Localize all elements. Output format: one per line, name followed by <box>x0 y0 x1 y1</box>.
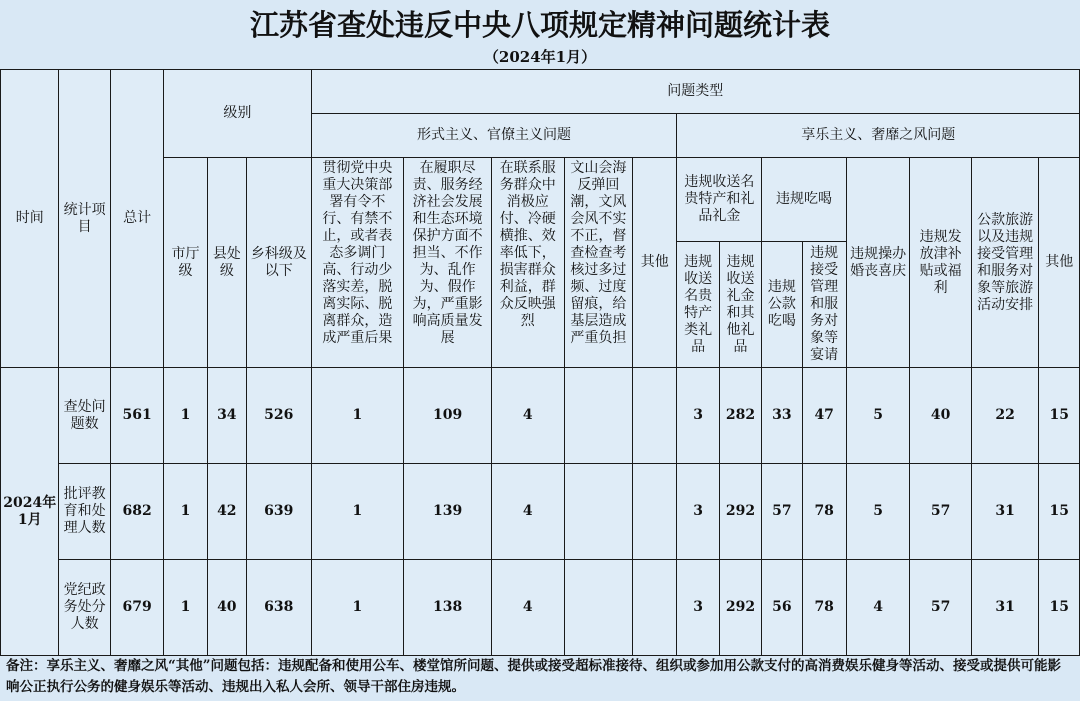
cell-county: 34 <box>207 368 246 464</box>
cell-eat-public-funds: 56 <box>762 560 802 656</box>
cell-hedonism-other: 15 <box>1039 368 1080 464</box>
table-row <box>1 560 1080 656</box>
cell-formalism-service: 4 <box>491 560 564 656</box>
row-label: 党纪政务处分人数 <box>59 560 110 656</box>
page-title: 江苏省查处违反中央八项规定精神问题统计表 <box>249 8 830 42</box>
header-hedonism: 享乐主义、奢靡之风问题 <box>677 114 1080 158</box>
header-level: 级别 <box>164 70 311 158</box>
cell-formalism-service: 4 <box>491 464 564 560</box>
cell-formalism-decision: 1 <box>311 368 404 464</box>
header-level-township: 乡科级及以下 <box>246 158 311 368</box>
header-gift-specialty: 违规收送名贵特产类礼品 <box>677 242 719 368</box>
cell-total: 679 <box>110 560 163 656</box>
cell-subsidy: 40 <box>910 368 972 464</box>
table-row <box>1 368 1080 464</box>
page-subtitle: （2024年1月） <box>483 48 597 66</box>
header-formalism-meetings: 文山会海反弹回潮，文风会风不实不正，督查检查考核过多过频、过度留痕，给基层造成严重负担 <box>564 158 633 368</box>
cell-formalism-decision: 1 <box>311 464 404 560</box>
header-hedonism-other: 其他 <box>1039 158 1080 368</box>
cell-subsidy: 57 <box>910 464 972 560</box>
cell-eat-banquet: 78 <box>802 464 846 560</box>
header-public-travel: 公款旅游以及违规接受管理和服务对象等旅游活动安排 <box>971 158 1039 368</box>
cell-eat-banquet: 78 <box>802 560 846 656</box>
row-label: 查处问题数 <box>59 368 110 464</box>
cell-total: 682 <box>110 464 163 560</box>
cell-formalism-duty: 138 <box>404 560 492 656</box>
header-subsidy: 违规发放津补贴或福利 <box>910 158 972 368</box>
cell-county: 40 <box>207 560 246 656</box>
cell-formalism-meetings <box>564 560 633 656</box>
header-wedding-funeral: 违规操办婚丧喜庆 <box>846 158 910 368</box>
statistics-table <box>0 69 1080 656</box>
cell-wedding-funeral: 5 <box>846 464 910 560</box>
cell-township: 526 <box>246 368 311 464</box>
cell-public-travel: 31 <box>971 560 1039 656</box>
header-gift-cash: 违规收送礼金和其他礼品 <box>719 242 761 368</box>
header-formalism-service: 在联系服务群众中消极应付、冷硬横推、效率低下，损害群众利益，群众反映强烈 <box>491 158 564 368</box>
cell-gift-specialty: 3 <box>677 560 719 656</box>
cell-formalism-duty: 139 <box>404 464 492 560</box>
header-time: 时间 <box>1 70 59 368</box>
cell-hedonism-other: 15 <box>1039 464 1080 560</box>
header-stat-item: 统计项目 <box>59 70 110 368</box>
header-level-county: 县处级 <box>207 158 246 368</box>
cell-wedding-funeral: 4 <box>846 560 910 656</box>
cell-formalism-other <box>633 464 677 560</box>
table-row <box>1 464 1080 560</box>
header-formalism-decision: 贯彻党中央重大决策部署有令不行、有禁不止，或者表态多调门高、行动少落实差，脱离实际、脱离群众，造成严重后果 <box>311 158 404 368</box>
cell-gift-specialty: 3 <box>677 464 719 560</box>
header-gifts-group: 违规收送名贵特产和礼品礼金 <box>677 158 762 242</box>
cell-formalism-service: 4 <box>491 368 564 464</box>
header-formalism-other: 其他 <box>633 158 677 368</box>
header-eat-banquet: 违规接受管理和服务对象等宴请 <box>802 242 846 368</box>
cell-city: 1 <box>164 464 207 560</box>
cell-hedonism-other: 15 <box>1039 560 1080 656</box>
cell-eat-banquet: 47 <box>802 368 846 464</box>
cell-formalism-meetings <box>564 368 633 464</box>
cell-formalism-decision: 1 <box>311 560 404 656</box>
header-formalism: 形式主义、官僚主义问题 <box>311 114 677 158</box>
cell-formalism-other <box>633 368 677 464</box>
cell-city: 1 <box>164 560 207 656</box>
cell-gift-cash: 292 <box>719 464 761 560</box>
cell-city: 1 <box>164 368 207 464</box>
cell-eat-public-funds: 33 <box>762 368 802 464</box>
cell-formalism-other <box>633 560 677 656</box>
header-eat-public-funds: 违规公款吃喝 <box>762 242 802 368</box>
cell-gift-cash: 292 <box>719 560 761 656</box>
footnote: 备注：享乐主义、奢靡之风“其他”问题包括：违规配备和使用公车、楼堂馆所问题、提供或接受超标准接待、组织或参加用公款支付的高消费娱乐健身等活动、接受或提供可能影响公正执行公务的健身娱乐等活动、违规出入私人会所、领导干部住房违规。 <box>6 658 1062 695</box>
cell-subsidy: 57 <box>910 560 972 656</box>
cell-public-travel: 31 <box>971 464 1039 560</box>
cell-formalism-meetings <box>564 464 633 560</box>
cell-formalism-duty: 109 <box>404 368 492 464</box>
cell-township: 639 <box>246 464 311 560</box>
cell-total: 561 <box>110 368 163 464</box>
cell-county: 42 <box>207 464 246 560</box>
cell-gift-specialty: 3 <box>677 368 719 464</box>
header-total: 总计 <box>110 70 163 368</box>
header-eating-group: 违规吃喝 <box>762 158 847 242</box>
header-problem-type: 问题类型 <box>311 70 1079 114</box>
cell-public-travel: 22 <box>971 368 1039 464</box>
cell-eat-public-funds: 57 <box>762 464 802 560</box>
header-formalism-duty: 在履职尽责、服务经济社会发展和生态环境保护方面不担当、不作为、乱作为、假作为，严重影响高质量发展 <box>404 158 492 368</box>
cell-gift-cash: 282 <box>719 368 761 464</box>
row-label: 批评教育和处理人数 <box>59 464 110 560</box>
header-level-city: 市厅级 <box>164 158 207 368</box>
cell-wedding-funeral: 5 <box>846 368 910 464</box>
cell-township: 638 <box>246 560 311 656</box>
period-cell: 2024年1月 <box>1 368 59 656</box>
